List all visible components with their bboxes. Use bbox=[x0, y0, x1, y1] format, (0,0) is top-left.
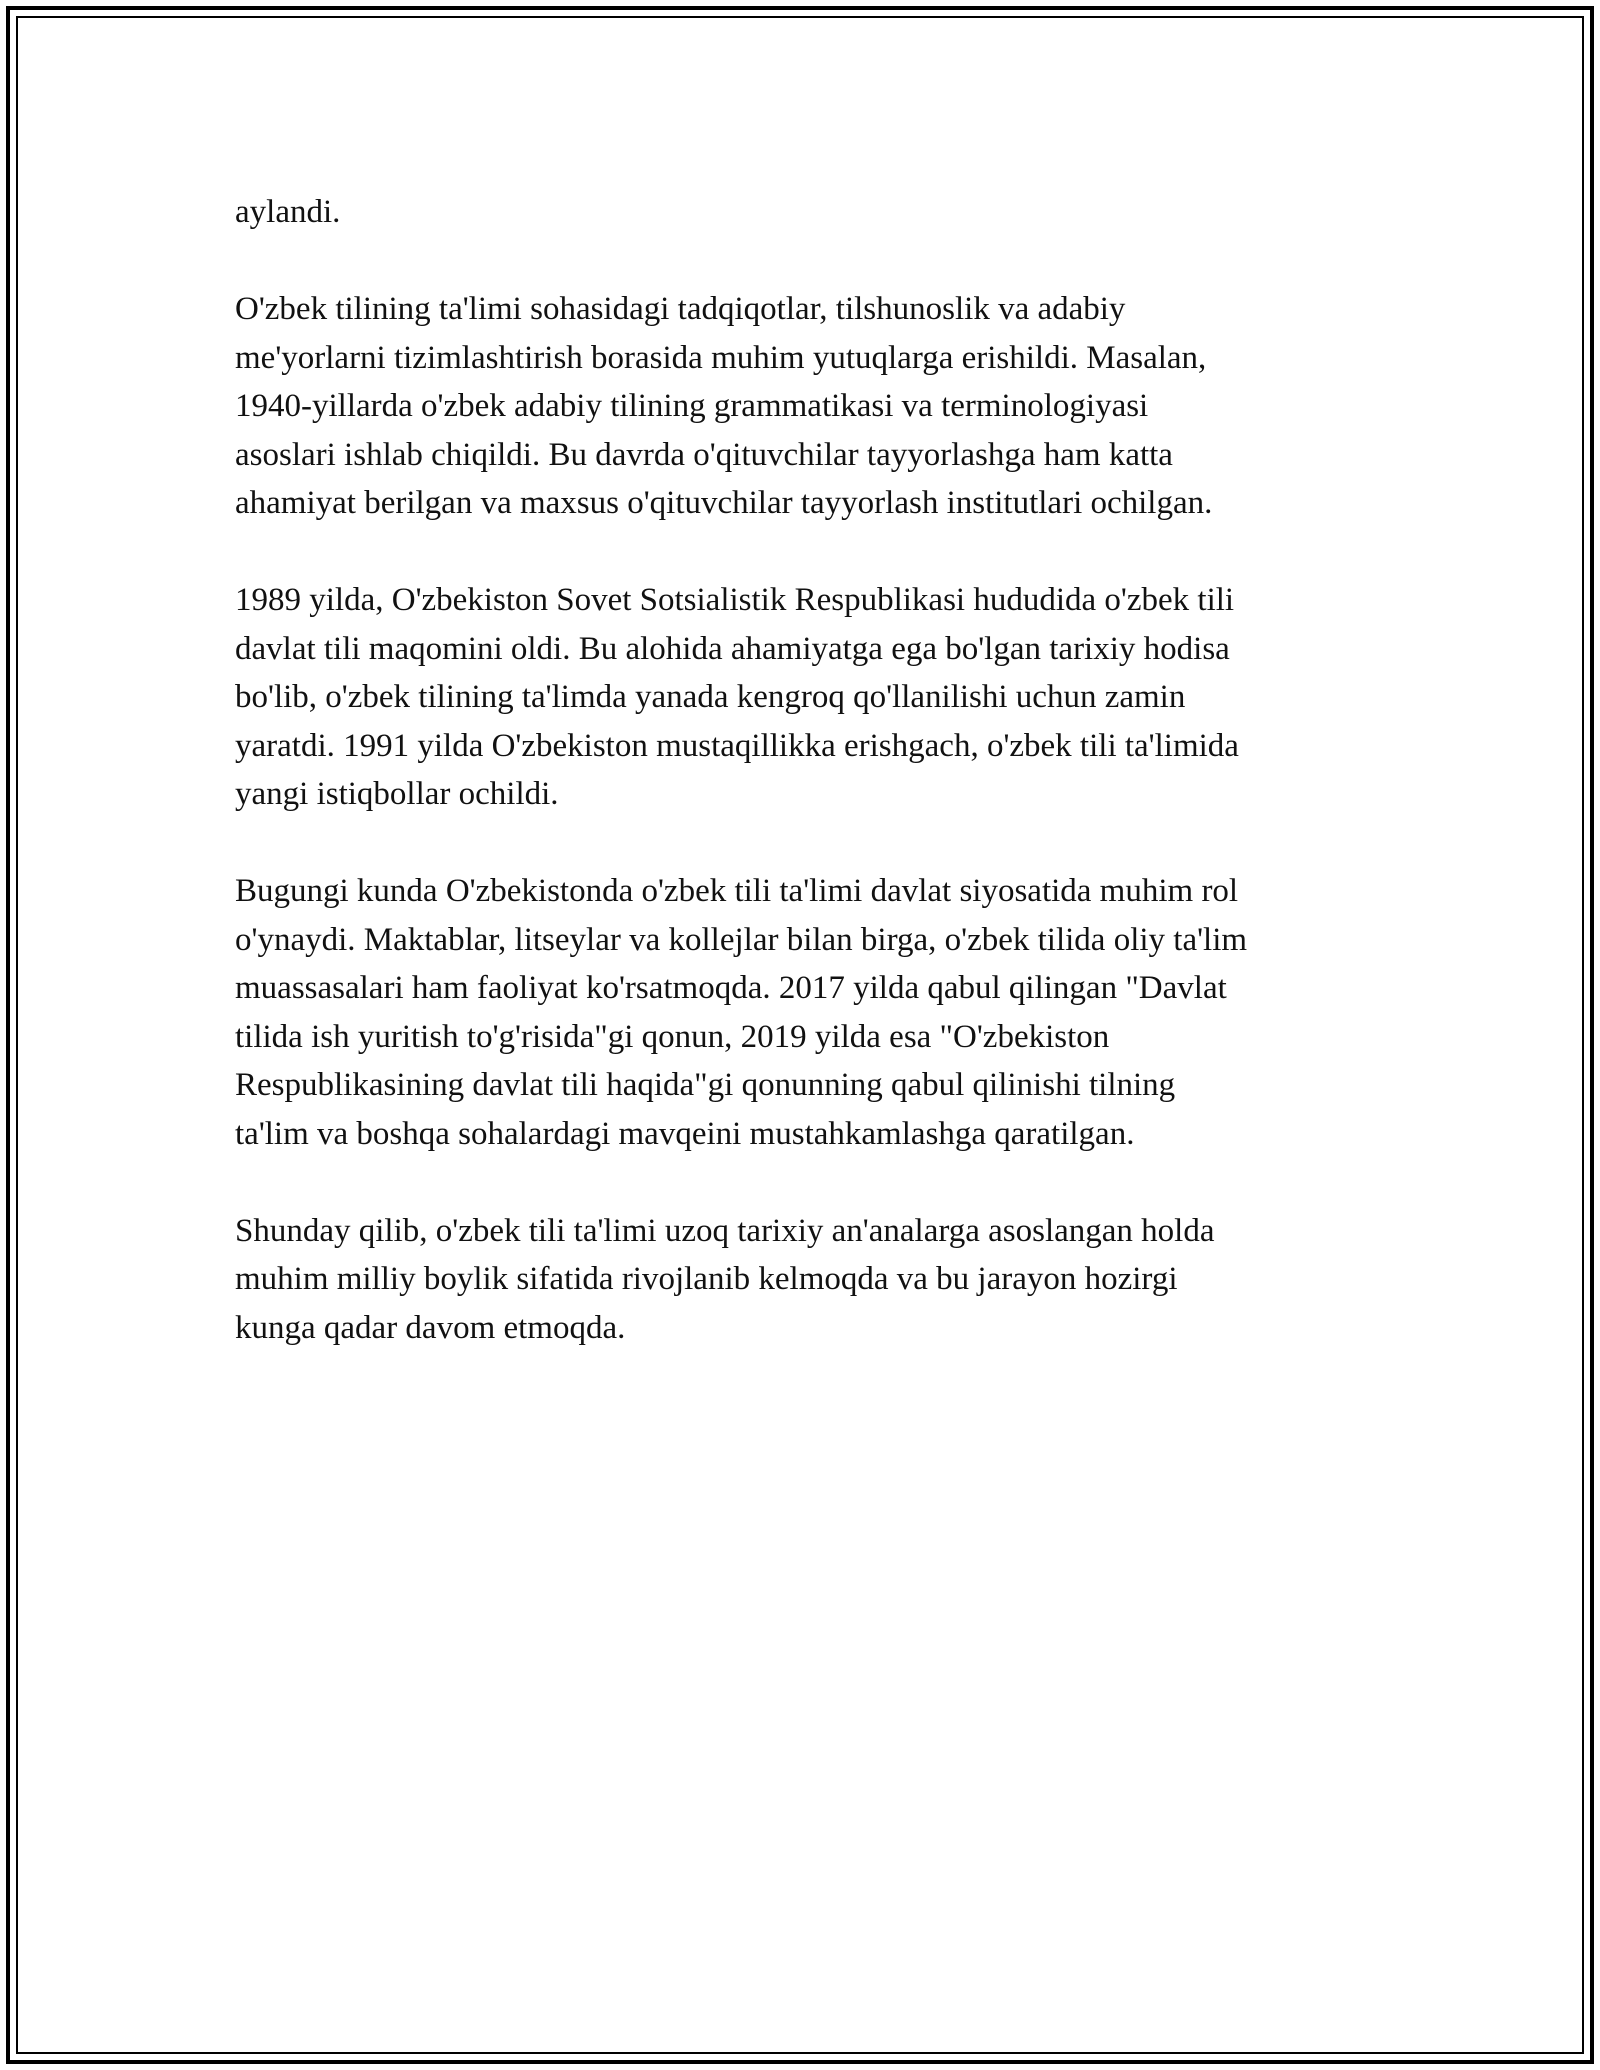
paragraph-today: Bugungi kunda O'zbekistonda o'zbek tili ta'limi davlat siyosatida muhim rol o'ynaydi. Maktablar, litseylar va kollejlar bilan birga, o'zbek tilida oliy ta'lim muassasalari ham faoliyat ko'rsatmoqda. 2017 yilda qabul qilingan "Davlat tilida ish yuritish to'g'risida"gi qonun, 2019 yilda esa "O'zbekiston Respublikasining davlat tili haqida"gi qonunning qabul qilinishi tilning ta'lim va boshqa sohalardagi mavqeini mustahkamlashga qaratilgan. bbox=[235, 873, 1248, 1152]
paragraph-research: O'zbek tilining ta'limi sohasidagi tadqiqotlar, tilshunoslik va adabiy me'yorlarni tizimlashtirish borasida muhim yutuqlarga erishildi. Masalan, 1940-yillarda o'zbek adabiy tilining grammatikasi va terminologiyasi asoslari ishlab chiqildi. Bu davrda o'qituvchilar tayyorlashga ham katta ahamiyat berilgan va maxsus o'qituvchilar tayyorlash institutlari ochilgan. bbox=[235, 291, 1213, 521]
paragraph-state-language: 1989 yilda, O'zbekiston Sovet Sotsialistik Respublikasi hududida o'zbek tili davlat tili maqomini oldi. Bu alohida ahamiyatga ega bo'lgan tarixiy hodisa bo'lib, o'zbek tilining ta'limda yanada kengroq qo'llanilishi uchun zamin yaratdi. 1991 yilda O'zbekiston mustaqillikka erishgach, o'zbek tili ta'limida yangi istiqbollar ochildi. bbox=[235, 582, 1239, 812]
paragraph-conclusion: Shunday qilib, o'zbek tili ta'limi uzoq tarixiy an'analarga asoslangan holda muhim milliy boylik sifatida rivojlanib kelmoqda va bu jarayon hozirgi kunga qadar davom etmoqda. bbox=[235, 1212, 1215, 1346]
paragraph-continuation: aylandi. bbox=[235, 194, 341, 230]
document-body bbox=[235, 188, 1385, 1401]
